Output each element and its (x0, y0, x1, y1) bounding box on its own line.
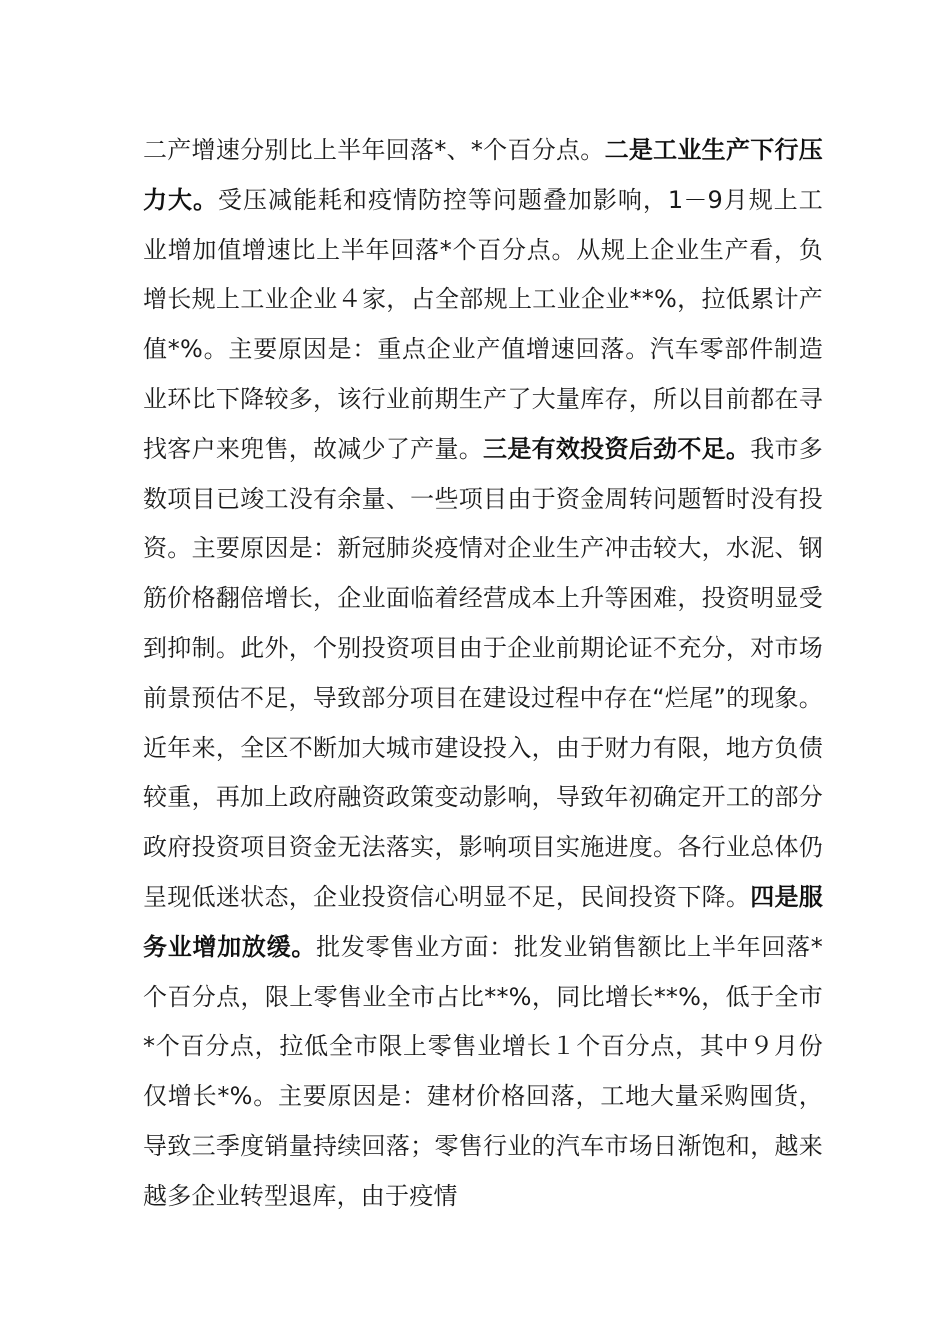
sentence-services: 批发零售业方面：批发业销售额比上半年回落*个百分点，限上零售业全市占比**%，同比增长**%，低于全市*个百分点，拉低全市限上零售业增长１个百分点，其中９月份仅增长*%。主要原因是：建材价格回落，工地大量采购囤货，导致三季度销量持续回落；零售行业的汽车市场日渐饱和，越来越多企业转型退库，由于疫情 (143, 932, 823, 1210)
body-paragraph (143, 126, 823, 1222)
sentence-investment: 我市多数项目已竣工没有余量、一些项目由于资金周转问题暂时没有投资。主要原因是：新冠肺炎疫情对企业生产冲击较大，水泥、钢筋价格翻倍增长，企业面临着经营成本上升等困难，投资明显受到抑制。此外，个别投资项目由于企业前期论证不充分，对市场前景预估不足，导致部分项目在建设过程中存在“烂尾”的现象。近年来，全区不断加大城市建设投入，由于财力有限，地方负债较重，再加上政府融资政策变动影响，导致年初确定开工的部分政府投资项目资金无法落实，影响项目实施进度。各行业总体仍呈现低迷状态，企业投资信心明显不足，民间投资下降。 (143, 434, 823, 911)
heading-point-four: 四是服务业增加放缓。 (143, 882, 823, 961)
heading-point-two: 二是工业生产下行压力大。 (143, 136, 823, 214)
sentence-intro: 二产增速分别比上半年回落*、*个百分点。 (143, 136, 605, 164)
sentence-industry: 受压减能耗和疫情防控等问题叠加影响，1－9月规上工业增加值增速比上半年回落*个百分点。从规上企业生产看，负增长规上工业企业４家，占全部规上工业企业**%，拉低累计产值*%。主要原因是：重点企业产值增速回落。汽车零部件制造业环比下降较多，该行业前期生产了大量库存，所以目前都在寻找客户来兜售，故减少了产量。 (143, 185, 823, 463)
heading-point-three: 三是有效投资后劲不足。 (483, 434, 751, 463)
